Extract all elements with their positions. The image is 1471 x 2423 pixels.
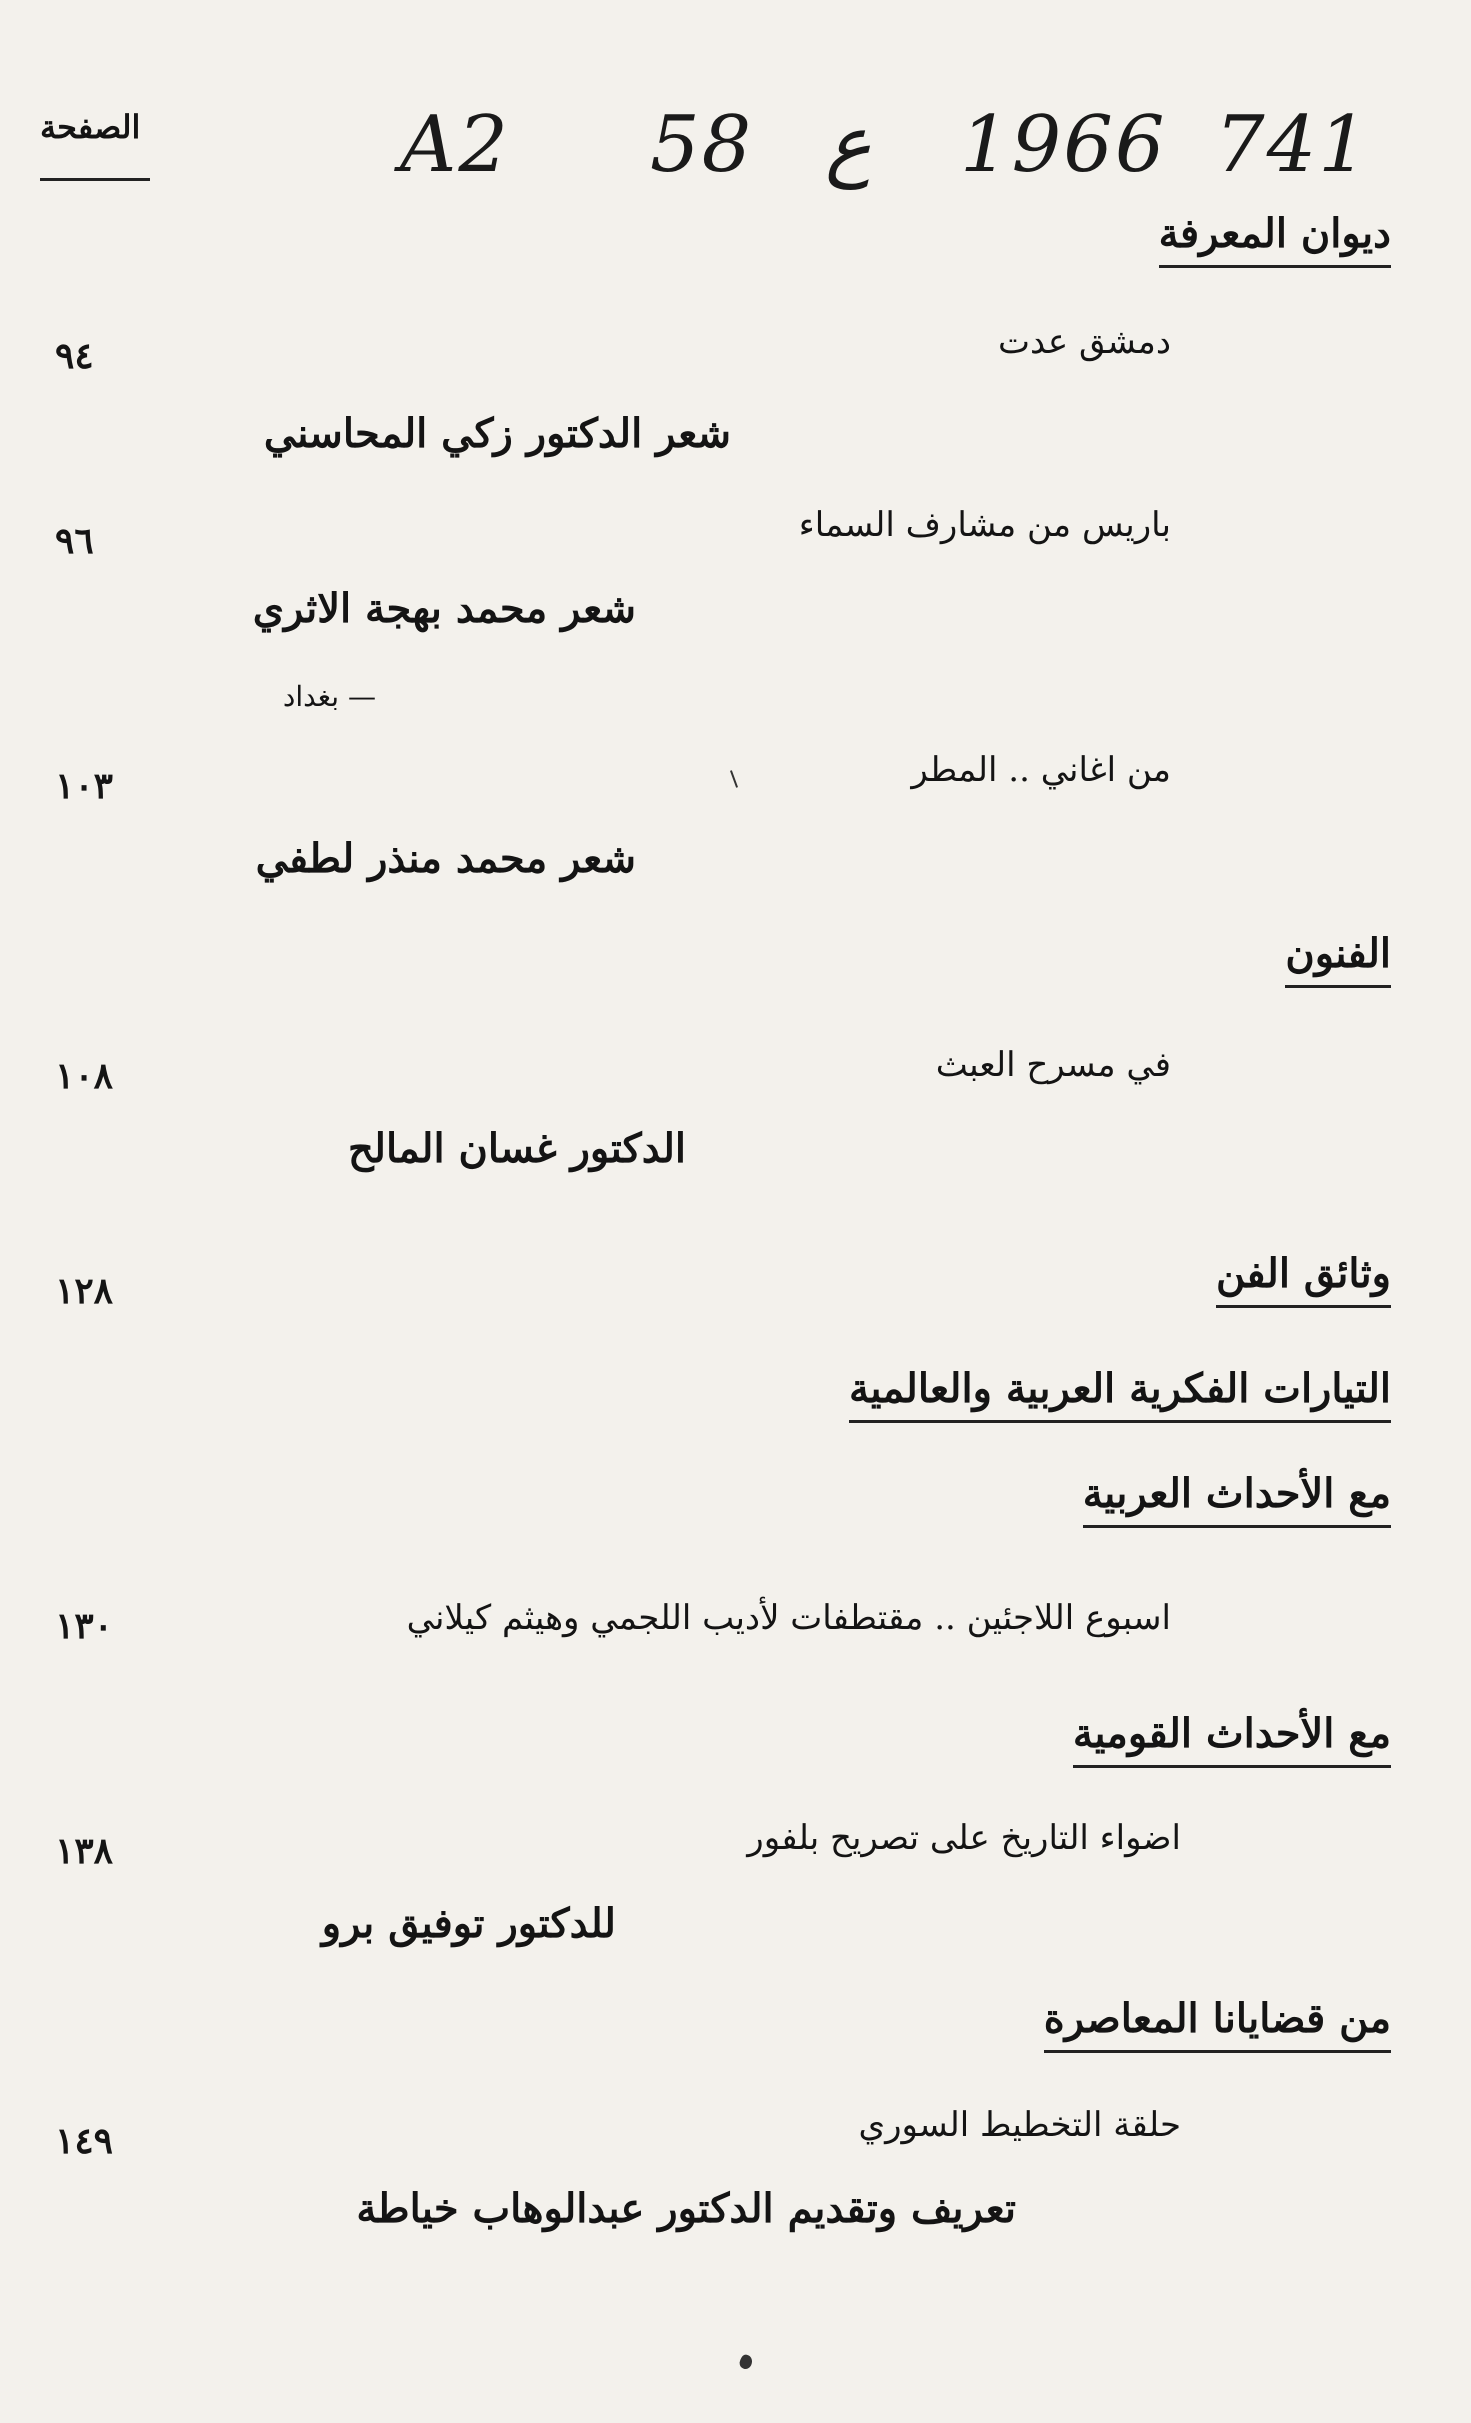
page-number: ١٢٨ [55,1270,114,1312]
entry-title: اضواء التاريخ على تصريح بلفور [747,1818,1181,1858]
page-number: ١٠٣ [55,765,114,807]
entry-title: اسبوع اللاجئين .. مقتطفات لأديب اللجمي وهيثم كيلاني [406,1598,1171,1638]
code-part: 741 [1215,100,1370,190]
entry-author: شعر محمد بهجة الاثري [252,585,636,632]
code-part: A2 [400,100,510,190]
code-part: ع [825,100,872,190]
page-column-label: الصفحة [40,108,141,146]
entry-author: شعر محمد منذر لطفي [255,835,636,882]
page-number: ١٣٨ [55,1830,114,1872]
entry-title: دمشق عدت [998,322,1171,362]
code-part: 58 [650,100,754,190]
code-part: 1966 [960,100,1167,190]
section-heading: التيارات الفكرية العربية والعالمية [849,1365,1391,1423]
entry-title: حلقة التخطيط السوري [858,2105,1181,2145]
entry-author: تعريف وتقديم الدكتور عبدالوهاب خياطة [356,2185,1016,2232]
ink-speck [738,2353,755,2371]
page-number: ١٤٩ [55,2120,114,2162]
entry-author: الدكتور غسان المالح [347,1125,686,1172]
entry-author: شعر الدكتور زكي المحاسني [263,410,731,457]
page-number: ١٣٠ [55,1605,114,1647]
page-number: ١٠٨ [55,1055,114,1097]
entry-title: من اغاني .. المطر [911,750,1171,790]
section-heading: مع الأحداث القومية [1073,1710,1391,1768]
section-heading: مع الأحداث العربية [1083,1470,1391,1528]
entry-title: باريس من مشارف السماء [798,505,1171,545]
stray-mark [730,770,738,788]
section-heading: ديوان المعرفة [1159,210,1391,268]
handwritten-catalog-code [400,100,1400,210]
entry-title: في مسرح العبث [935,1045,1171,1085]
page-number: ٩٦ [55,520,94,562]
entry-author: للدكتور توفيق برو [321,1900,616,1947]
section-heading: الفنون [1285,930,1391,988]
page-number: ٩٤ [55,335,94,377]
section-heading: من قضايانا المعاصرة [1044,1995,1391,2053]
section-heading: وثائق الفن [1216,1250,1391,1308]
entry-note: — بغداد [282,680,376,713]
page-column-rule [40,178,150,181]
